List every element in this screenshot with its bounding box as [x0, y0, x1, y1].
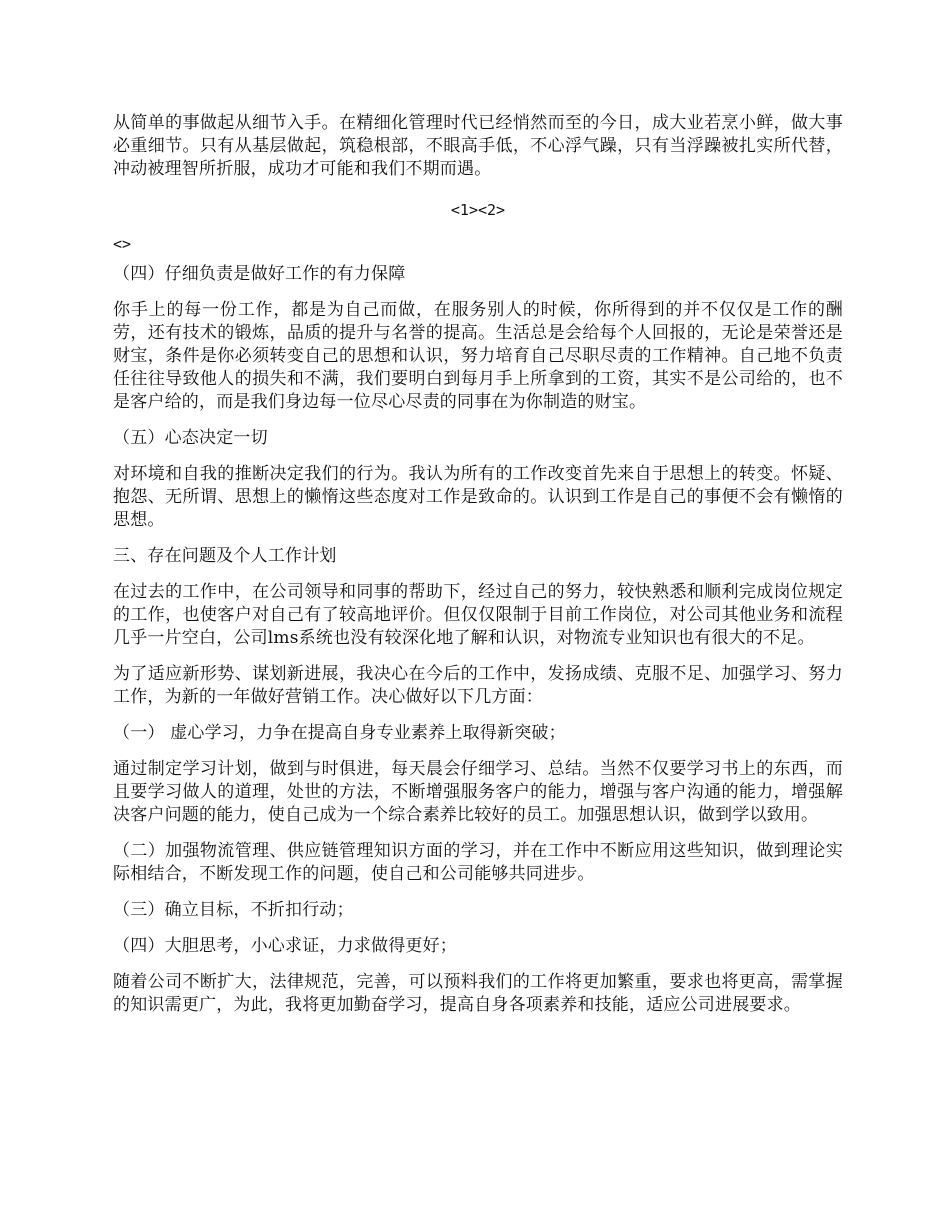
plan-item-4: （四）大胆思考，小心求证，力求做得更好；: [113, 936, 457, 956]
heading-problems-plan: 三、存在问题及个人工作计划: [113, 546, 337, 566]
paragraph-intro: 从简单的事做起从细节入手。在精细化管理时代已经悄然而至的今日，成大业若烹小鲜，做大事必重细节。只有从基层做起，筑稳根部，不眼高手低，不心浮气躁，只有当浮躁被扎实所代替，冲动被理智所折服，成功才可能和我们不期而遇。: [113, 113, 843, 179]
paragraph-past-work: 在过去的工作中，在公司领导和同事的帮助下，经过自己的努力，较快熟悉和顺利完成岗位规定的工作，也使客户对自己有了较高地评价。但仅仅限制于目前工作岗位，对公司其他业务和流程几乎一片空白，公司lms系统也没有较深化地了解和认识，对物流专业知识也有很大的不足。: [113, 582, 843, 648]
paragraph-resolution: 为了适应新形势、谋划新进展，我决心在今后的工作中，发扬成绩、克服不足、加强学习、努力工作，为新的一年做好营销工作。决心做好以下几方面：: [113, 664, 843, 707]
empty-link-mark: <>: [113, 235, 132, 253]
paragraph-closing: 随着公司不断扩大，法律规范，完善，可以预料我们的工作将更加繁重，要求也将更高，需掌握的知识需更广，为此，我将更加勤奋学习，提高自身各项素养和技能，适应公司进展要求。: [113, 972, 843, 1015]
page-navigation[interactable]: <1><2>: [450, 201, 506, 219]
plan-item-3: （三）确立目标，不折扣行动；: [113, 900, 354, 920]
paragraph-attitude: 对环境和自我的推断决定我们的行为。我认为所有的工作改变首先来自于思想上的转变。怀疑、抱怨、无所谓、思想上的懒惰这些态度对工作是致命的。认识到工作是自己的事便不会有懒惰的思想。: [113, 464, 843, 530]
heading-attitude: （五）心态决定一切: [113, 428, 268, 448]
paragraph-study-plan: 通过制定学习计划，做到与时俱进，每天晨会仔细学习、总结。当然不仅要学习书上的东西，而且要学习做人的道理，处世的方法，不断增强服务客户的能力，增强与客户沟通的能力，增强解决客户问题的能力，使自己成为一个综合素养比较好的员工。加强思想认识，做到学以致用。: [113, 759, 843, 825]
document-body: [113, 112, 843, 1017]
plan-item-2: （二）加强物流管理、供应链管理知识方面的学习，并在工作中不断应用这些知识，做到理论实际相结合，不断发现工作的问题，使自己和公司能够共同进步。: [113, 841, 843, 884]
plan-item-1: （一） 虚心学习，力争在提高自身专业素养上取得新突破；: [113, 723, 566, 743]
paragraph-responsibility: 你手上的每一份工作，都是为自己而做，在服务别人的时候，你所得到的并不仅仅是工作的酬劳，还有技术的锻炼，品质的提升与名誉的提高。生活总是会给每个人回报的，无论是荣誉还是财宝，条件是你必须转变自己的思想和认识，努力培育自己尽职尽责的工作精神。自己地不负责任往往导致他人的损失和不满，我们要明白到每月手上所拿到的工资，其实不是公司给的，也不是客户给的，而是我们身边每一位尽心尽责的同事在为你制造的财宝。: [113, 300, 843, 412]
heading-careful-responsible: （四）仔细负责是做好工作的有力保障: [113, 264, 406, 284]
